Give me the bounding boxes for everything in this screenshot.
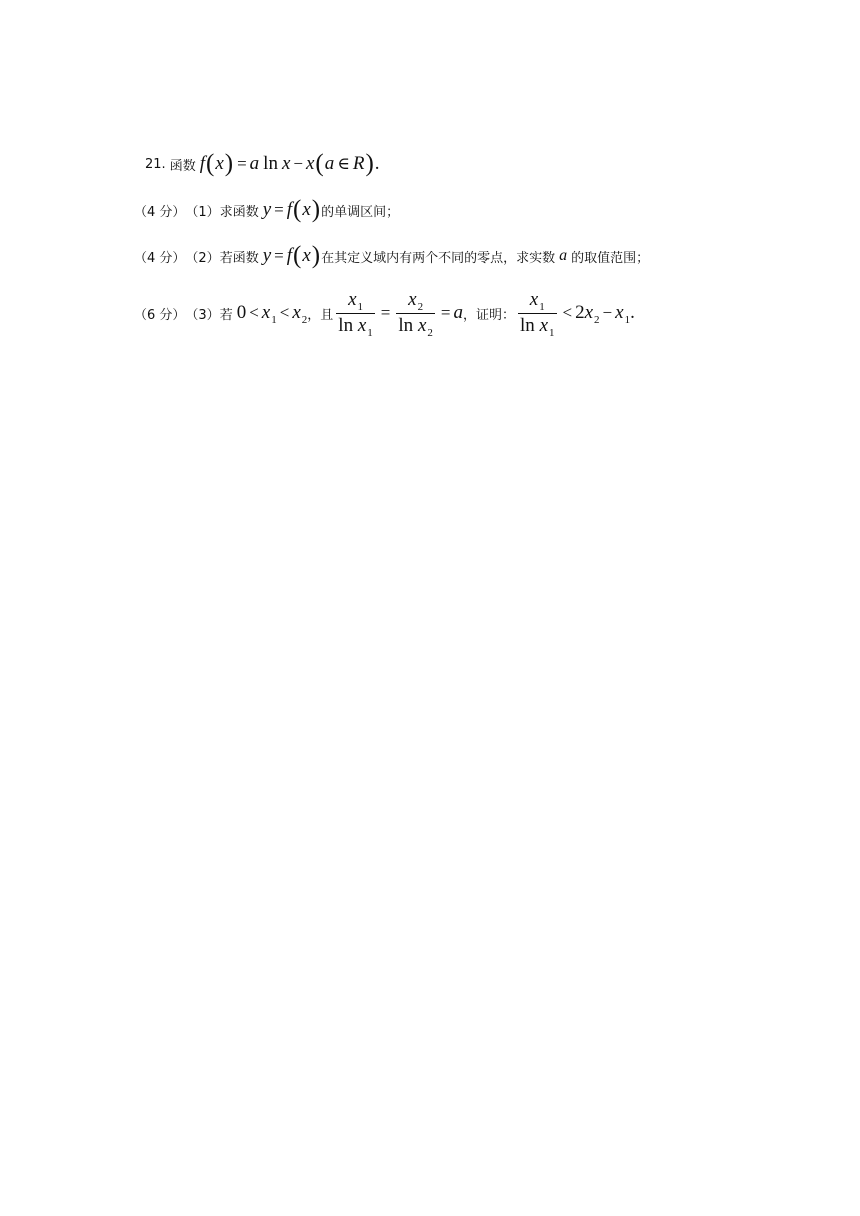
part-2-score: （4 分） xyxy=(134,250,186,266)
part-2-text-before: 若函数 xyxy=(219,250,259,266)
part-3-zero: 0 xyxy=(236,302,247,323)
fraction-numerator: $x_1$ xyxy=(348,288,364,313)
part-3-x1-rhs: $x_1$ xyxy=(615,302,631,326)
func-f: f xyxy=(199,153,205,174)
fraction-denominator: $\ln x_1$ xyxy=(520,314,555,339)
paren-close: ) xyxy=(311,241,321,269)
param-a: a xyxy=(324,153,335,174)
part-3-lt-1: < xyxy=(249,303,259,322)
part-1-f: f xyxy=(286,199,293,220)
part-3-label: （3） xyxy=(185,307,220,323)
part-3 xyxy=(134,288,635,339)
part-3-text-if: 若 xyxy=(219,307,233,323)
paren-close: ) xyxy=(311,195,321,223)
part-3-end: . xyxy=(630,302,635,323)
part-2-x: x xyxy=(302,245,311,266)
part-3-lt-2: < xyxy=(279,303,290,322)
part-3-text-prove: 证明： xyxy=(476,307,516,323)
part-1-score: （4 分） xyxy=(134,204,186,220)
problem-number: 21 xyxy=(145,156,162,172)
coef-a: a xyxy=(249,153,260,174)
part-1-eq: = xyxy=(274,200,284,219)
paren-open: ( xyxy=(293,195,302,223)
part-1-label: （1） xyxy=(185,204,220,220)
part-3-a: a xyxy=(453,302,463,323)
part-1-x: x xyxy=(302,199,311,220)
stem-text: 函数 xyxy=(169,158,196,174)
problem-statement xyxy=(145,150,380,178)
paren-open: ( xyxy=(315,149,324,177)
equals-sign: = xyxy=(237,154,247,173)
paren-open: ( xyxy=(293,241,302,269)
element-of-sign: ∈ xyxy=(337,154,350,173)
part-1 xyxy=(134,196,399,224)
fraction-x1-over-lnx1 xyxy=(336,290,375,337)
part-3-x1: $x_1$ xyxy=(261,302,277,326)
part-3-x2-rhs: $x_2$ xyxy=(584,302,600,326)
part-3-eq-1: = xyxy=(380,303,391,322)
part-3-lt-3: < xyxy=(562,303,573,322)
ln-operator: ln xyxy=(263,153,278,174)
part-1-y: y xyxy=(262,199,272,220)
part-3-comma-2: ， xyxy=(462,307,476,323)
fraction-bar xyxy=(336,313,375,314)
problem-number-punct: . xyxy=(161,156,166,172)
part-2-text-after-2: 的取值范围； xyxy=(571,250,650,266)
part-2-eq: = xyxy=(274,246,284,265)
part-3-x2: $x_2$ xyxy=(292,302,308,326)
fraction-x2-over-lnx2 xyxy=(396,290,435,337)
fraction-bar xyxy=(518,313,557,314)
fraction-denominator: $\ln x_2$ xyxy=(398,314,433,339)
fraction-x1-over-lnx1-proof xyxy=(518,290,557,337)
func-x: x xyxy=(215,153,224,174)
part-1-text-before: 求函数 xyxy=(219,204,259,220)
part-3-comma: ， xyxy=(307,307,321,323)
fraction-denominator: $\ln x_1$ xyxy=(338,314,373,339)
part-3-score: （6 分） xyxy=(134,307,186,323)
part-2-var-a: a xyxy=(559,247,568,264)
minus-sign: − xyxy=(293,154,303,173)
part-3-minus: − xyxy=(602,303,613,322)
part-2-label: （2） xyxy=(185,250,220,266)
part-2-f: f xyxy=(286,245,293,266)
paren-close: ) xyxy=(224,149,234,177)
paren-open: ( xyxy=(205,149,215,177)
fraction-bar xyxy=(396,313,435,314)
part-2-y: y xyxy=(262,245,272,266)
fraction-numerator: $x_2$ xyxy=(408,288,424,313)
term-x: x xyxy=(305,153,315,174)
part-3-text-and: 且 xyxy=(320,307,334,323)
ln-arg-x: x xyxy=(281,153,291,174)
part-3-two: 2 xyxy=(575,302,585,323)
fraction-numerator: $x_1$ xyxy=(529,288,545,313)
part-1-text-after: 的单调区间； xyxy=(321,204,400,220)
part-2 xyxy=(134,242,649,270)
part-3-eq-2: = xyxy=(440,303,451,322)
statement-end: . xyxy=(374,153,380,174)
set-R: R xyxy=(352,153,365,174)
part-2-text-after-1: 在其定义域内有两个不同的零点，求实数 xyxy=(321,250,556,266)
paren-close: ) xyxy=(365,149,374,177)
